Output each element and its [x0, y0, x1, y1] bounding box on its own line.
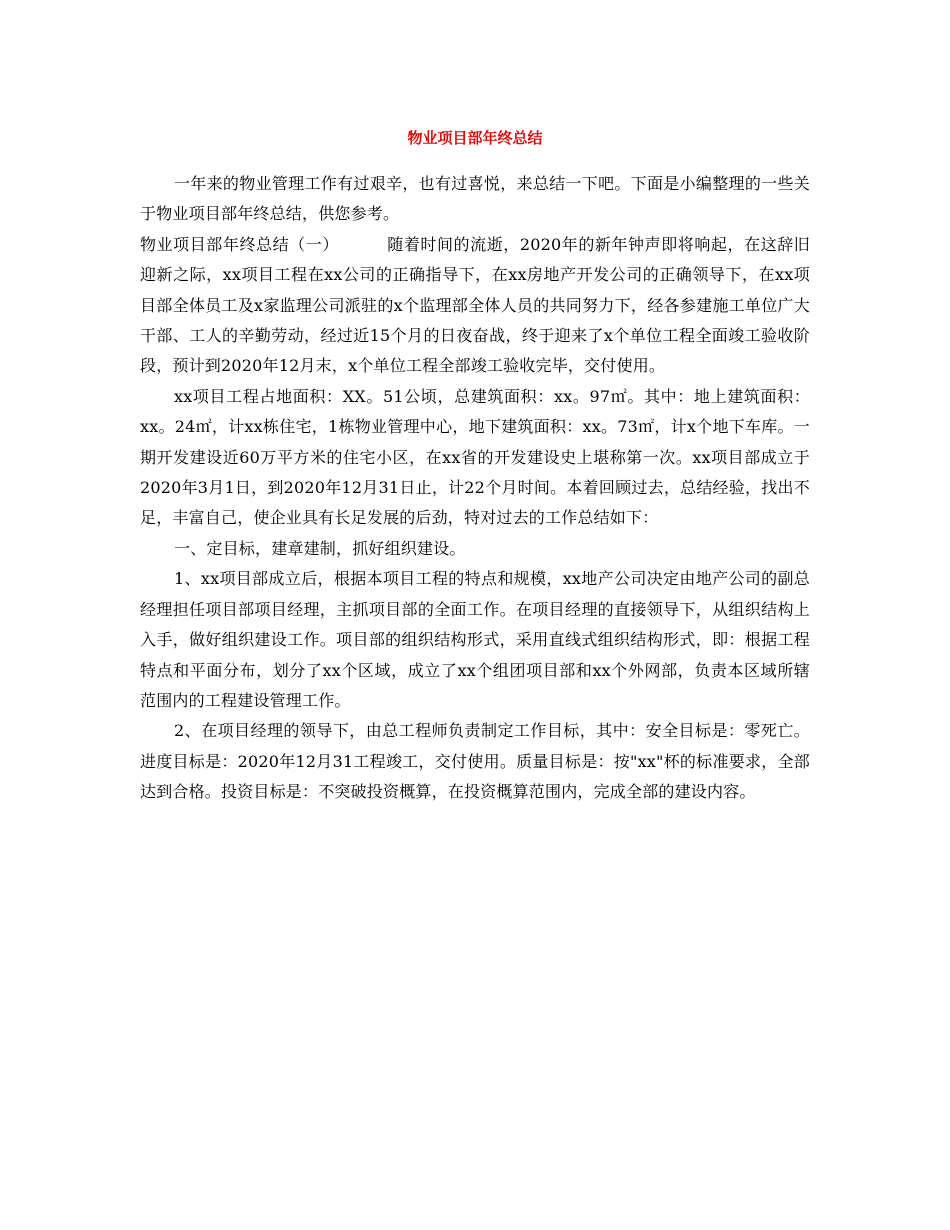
project-overview-paragraph: xx项目工程占地面积：XX。51公顷，总建筑面积：xx。97㎡。其中：地上建筑面积：xx。24㎡，计xx栋住宅，1栋物业管理中心，地下建筑面积：xx。73㎡，计x个地下车库。一期开发建设近60万平方米的住宅小区，在xx省的开发建设史上堪称第一次。xx项目部成立于2020年3月1日，到2020年12月31日止，计22个月时间。本着回顾过去，总结经验，找出不足，丰富自己，使企业具有长足发展的后劲，特对过去的工作总结如下：: [140, 386, 810, 528]
intro-paragraph: 一年来的物业管理工作有过艰辛，也有过喜悦，来总结一下吧。下面是小编整理的一些关于物业项目部年终总结，供您参考。: [140, 174, 810, 224]
section-opening-text: 随着时间的流逝，2020年的新年钟声即将响起，在这辞旧迎新之际，xx项目工程在xx公司的正确指导下，在xx房地产开发公司的正确领导下，在xx项目部全体员工及x家监理公司派驻的x个监理部全体人员的共同努力下，经各参建施工单位广大干部、工人的辛勤劳动，经过近15个月的日夜奋战，终于迎来了x个单位工程全面竣工验收阶段，预计到2020年12月末，x个单位工程全部竣工验收完毕，交付使用。: [140, 234, 810, 376]
organization-paragraph: 1、xx项目部成立后，根据本项目工程的特点和规模，xx地产公司决定由地产公司的副总经理担任项目部项目经理，主抓项目部的全面工作。在项目经理的直接领导下，从组织结构上入手，做好组织建设工作。项目部的组织结构形式，采用直线式组织结构形式，即：根据工程特点和平面分布，划分了xx个区域，成立了xx个组团项目部和xx个外网部，负责本区域所辖范围内的工程建设管理工作。: [140, 569, 810, 710]
section-heading: 物业项目部年终总结（一）: [140, 234, 339, 254]
document-body: [140, 169, 810, 808]
goals-heading-paragraph: 一、定目标，建章建制，抓好组织建设。: [174, 538, 466, 558]
page-title: 物业项目部年终总结: [407, 129, 543, 147]
targets-paragraph: 2、在项目经理的领导下，由总工程师负责制定工作目标，其中：安全目标是：零死亡。进度目标是：2020年12月31工程竣工，交付使用。质量目标是：按"xx"杯的标准要求，全部达到合格。投资目标是：不突破投资概算，在投资概算范围内，完成全部的建设内容。: [140, 721, 810, 802]
section-one-paragraph: [140, 230, 810, 382]
